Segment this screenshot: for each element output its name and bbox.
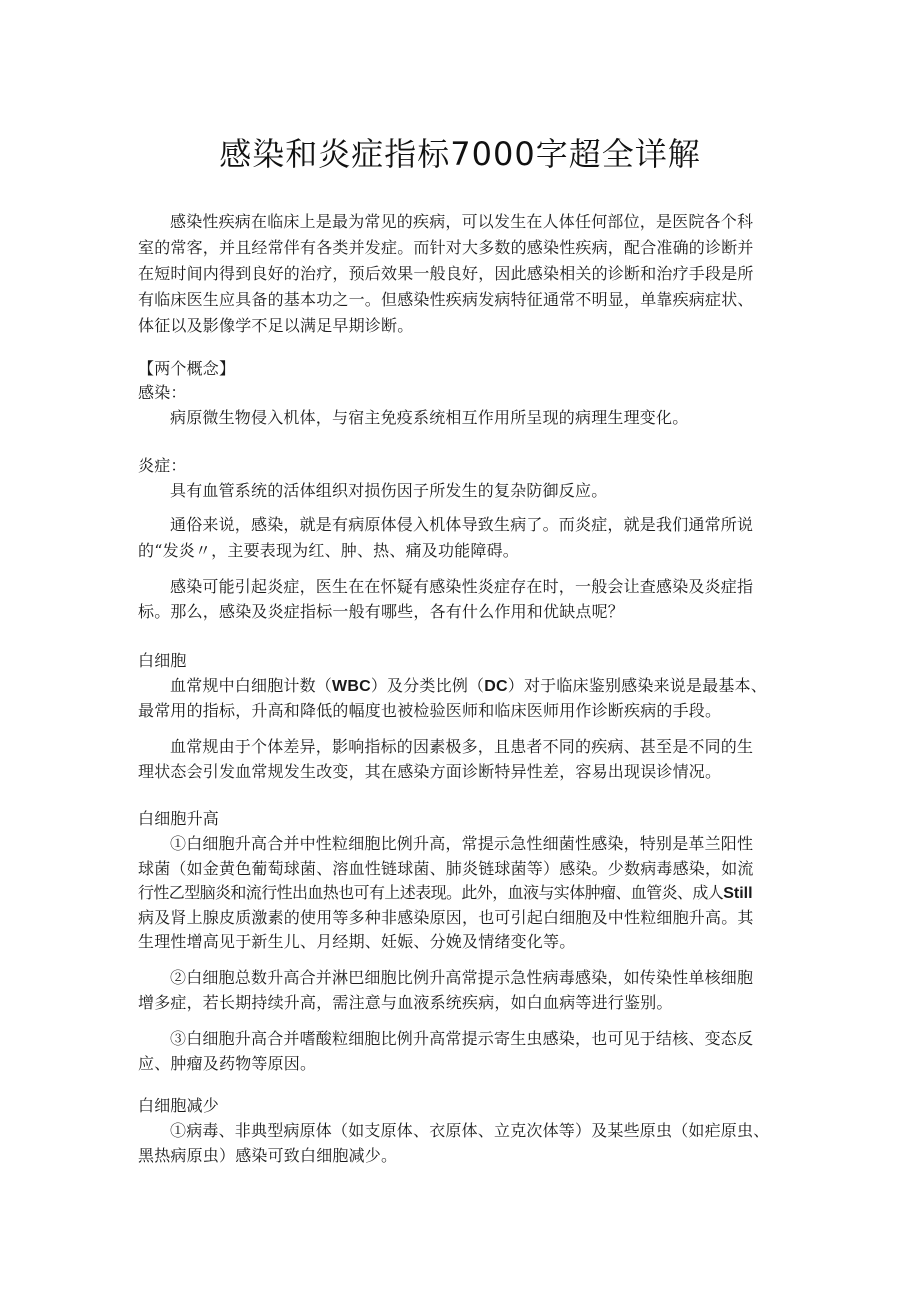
wbc-high-item1-line-3: 行性乙型脑炎和流行性出血热也可有上述表现。此外，血液与实体肿瘤、血管炎、成人Still xyxy=(138,883,753,902)
intro-line-4: 有临床医生应具备的基本功之一。但感染性疾病发病特征通常不明显，单靠疾病症状、 xyxy=(138,290,754,309)
wbc-high-item3-line-2: 应、肿瘤及药物等原因。 xyxy=(138,1054,317,1073)
infection-label: 感染： xyxy=(138,383,187,402)
wbc-high-item3-line-1: ③白细胞升高合并嗜酸粒细胞比例升高常提示寄生虫感染，也可见于结核、变态反 xyxy=(170,1029,754,1048)
wbc-high-item1-line-2: 球菌（如金黄色葡萄球菌、溶血性链球菌、肺炎链球菌等）感染。少数病毒感染，如流 xyxy=(138,859,754,878)
wbc-high-item1-line-5: 生理性增高见于新生儿、月经期、妊娠、分娩及情绪变化等。 xyxy=(138,932,576,951)
popular-line-2: 的“发炎〃，主要表现为红、肿、热、痛及功能障碍。 xyxy=(138,541,519,560)
wbc-p1-line-1: 血常规中白细胞计数（WBC）及分类比例（DC）对于临床鉴别感染来说是最基本、 xyxy=(170,676,767,695)
intro-line-3: 在短时间内得到良好的治疗，预后效果一般良好，因此感染相关的诊断和治疗手段是所 xyxy=(138,264,754,283)
document-title: 感染和炎症指标7000字超全详解 xyxy=(219,135,701,173)
concepts-heading: 【两个概念】 xyxy=(138,359,236,378)
wbc-high-item2-line-1: ②白细胞总数升高合并淋巴细胞比例升高常提示急性病毒感染，如传染性单核细胞 xyxy=(170,968,754,987)
wbc-low-item1-line-2: 黑热病原虫）感染可致白细胞减少。 xyxy=(138,1146,398,1165)
infection-definition: 病原微生物侵入机体，与宿主免疫系统相互作用所呈现的病理生理变化。 xyxy=(170,408,689,427)
section-heading-wbc-high: 白细胞升高 xyxy=(138,809,220,828)
intro-line-1: 感染性疾病在临床上是最为常见的疾病，可以发生在人体任何部位，是医院各个科 xyxy=(170,212,754,231)
wbc-low-item1-line-1: ①病毒、非典型病原体（如支原体、衣原体、立克次体等）及某些原虫（如疟原虫、 xyxy=(170,1121,770,1140)
section-heading-wbc: 白细胞 xyxy=(138,651,187,670)
wbc-high-item1-line-4: 病及肾上腺皮质激素的使用等多种非感染原因，也可引起白细胞及中性粒细胞升高。其 xyxy=(138,908,754,927)
wbc-p1-line-2: 最常用的指标，升高和降低的幅度也被检验医师和临床医师用作诊断疾病的手段。 xyxy=(138,701,722,720)
popular-line-1: 通俗来说，感染，就是有病原体侵入机体导致生病了。而炎症，就是我们通常所说 xyxy=(170,515,754,534)
section-heading-wbc-low: 白细胞减少 xyxy=(138,1096,220,1115)
question-line-2: 标。那么，感染及炎症指标一般有哪些，各有什么作用和优缺点呢？ xyxy=(138,602,625,621)
wbc-p2-line-1: 血常规由于个体差异，影响指标的因素极多，且患者不同的疾病、甚至是不同的生 xyxy=(170,737,754,756)
wbc-high-item2-line-2: 增多症，若长期持续升高，需注意与血液系统疾病，如白血病等进行鉴别。 xyxy=(138,993,673,1012)
question-line-1: 感染可能引起炎症，医生在在怀疑有感染性炎症存在时，一般会让查感染及炎症指 xyxy=(170,577,754,596)
inflammation-label: 炎症： xyxy=(138,456,187,475)
intro-line-2: 室的常客，并且经常伴有各类并发症。而针对大多数的感染性疾病，配合准确的诊断并 xyxy=(138,238,754,257)
wbc-p2-line-2: 理状态会引发血常规发生改变，其在感染方面诊断特异性差，容易出现误诊情况。 xyxy=(138,762,722,781)
intro-line-5: 体征以及影像学不足以满足早期诊断。 xyxy=(138,316,414,335)
wbc-high-item1-line-1: ①白细胞升高合并中性粒细胞比例升高，常提示急性细菌性感染，特别是革兰阳性 xyxy=(170,834,754,853)
inflammation-definition: 具有血管系统的活体组织对损伤因子所发生的复杂防御反应。 xyxy=(170,481,608,500)
